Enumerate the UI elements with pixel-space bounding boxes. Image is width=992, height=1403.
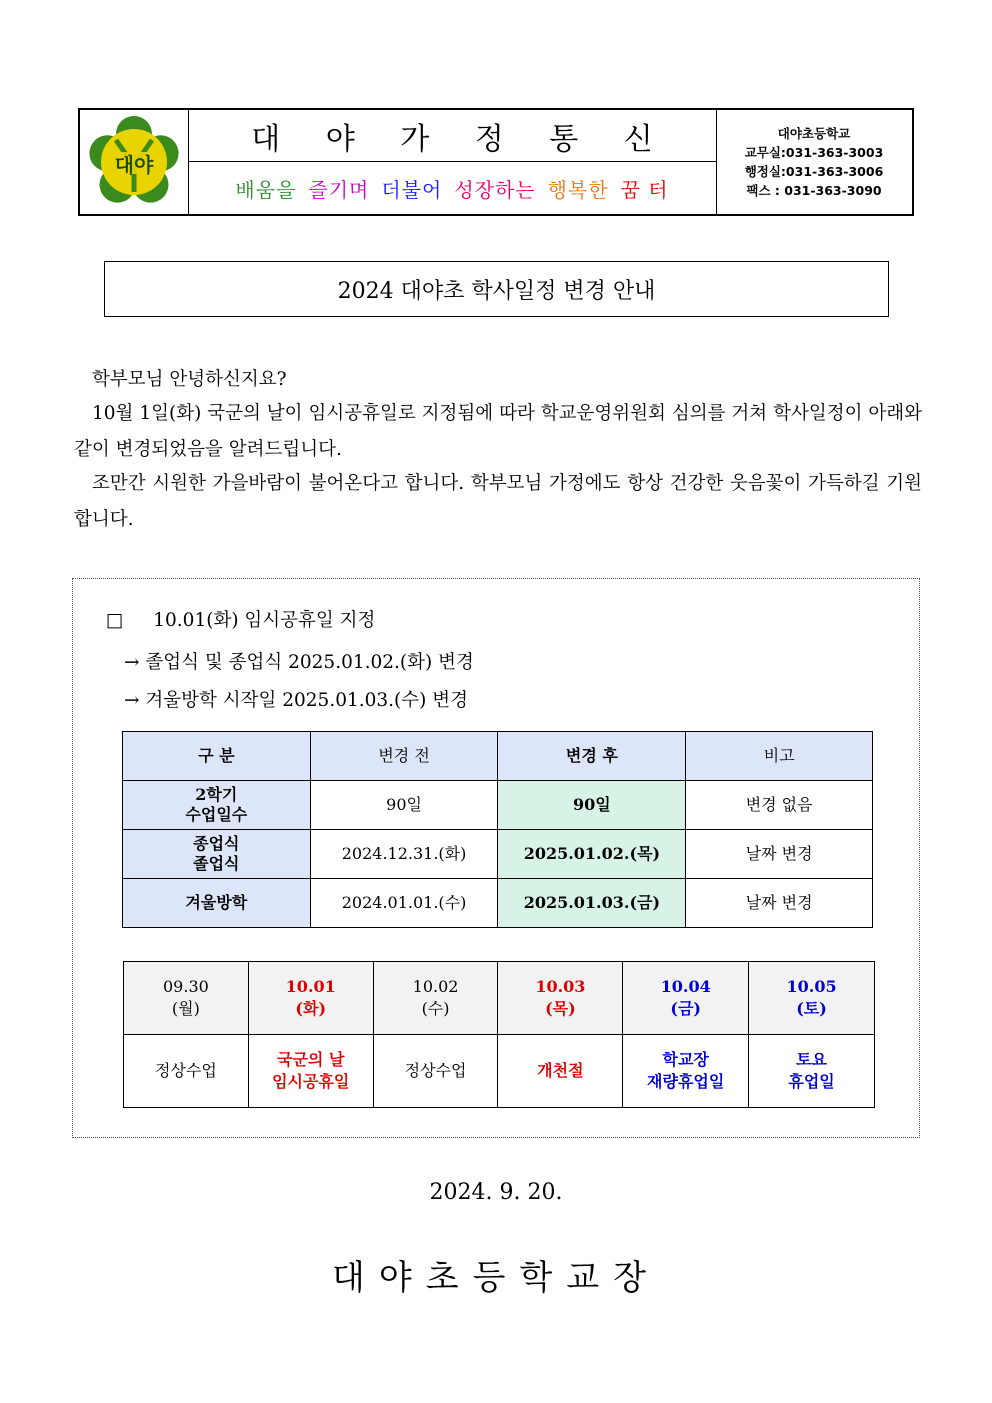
notice-item-1: → 졸업식 및 종업식 2025.01.02.(화) 변경 <box>124 652 474 673</box>
change-table-header-cell: 변경 전 <box>310 732 498 781</box>
motto-word: 즐기며 <box>308 177 370 202</box>
paragraph-1: 10월 1일(화) 국군의 날이 임시공휴일로 지정됨에 따라 학교운영위원회 심의를 거쳐 학사일정이 아래와 같이 변경되었음을 알려드립니다. <box>74 403 922 460</box>
calendar-date: 10.04 <box>660 977 711 996</box>
motto-word: 성장하는 <box>454 177 536 202</box>
calendar-event-row <box>124 1035 875 1108</box>
logo-text: 대야 <box>114 153 154 177</box>
calendar-date: 09.30 <box>163 977 209 996</box>
row-label-cell: 종업식 졸업식 <box>123 830 311 879</box>
notice-heading-line <box>106 606 375 632</box>
calendar-weekday: (금) <box>670 999 701 1018</box>
note-cell: 날짜 변경 <box>686 830 873 879</box>
calendar-date-cell <box>124 962 249 1035</box>
calendar-weekday: (토) <box>796 999 827 1018</box>
calendar-date-cell <box>373 962 498 1035</box>
calendar-date-cell <box>498 962 623 1035</box>
change-table-header-cell: 변경 후 <box>498 732 686 781</box>
after-cell: 2025.01.02.(목) <box>498 830 686 879</box>
contact-info <box>716 110 912 214</box>
document-title: 2024 대야초 학사일정 변경 안내 <box>104 261 889 317</box>
phone-admin: 행정실:031-363-3006 <box>744 164 884 179</box>
checkbox-icon: □ <box>106 610 124 631</box>
change-table <box>122 731 873 928</box>
calendar-weekday: (수) <box>421 999 450 1018</box>
motto-word: 행복한 <box>547 177 609 202</box>
calendar-date-cell <box>749 962 875 1035</box>
calendar-event-cell: 학교장 재량휴업일 <box>623 1035 749 1108</box>
calendar-date: 10.01 <box>285 977 336 996</box>
after-cell: 90일 <box>498 781 686 830</box>
fax-number: 팩스 : 031-363-3090 <box>746 183 882 198</box>
note-cell: 날짜 변경 <box>686 879 873 928</box>
school-motto <box>188 162 716 214</box>
calendar-date: 10.05 <box>786 977 837 996</box>
row-label-cell: 겨울방학 <box>123 879 311 928</box>
calendar-date-row <box>124 962 875 1035</box>
motto-word: 배움을 <box>235 177 297 202</box>
note-cell: 변경 없음 <box>686 781 873 830</box>
notice-heading: 10.01(화) 임시공휴일 지정 <box>153 610 376 631</box>
calendar-weekday: (월) <box>171 999 200 1018</box>
letterhead <box>78 108 914 216</box>
calendar-date: 10.03 <box>535 977 586 996</box>
issue-date: 2024. 9. 20. <box>429 1180 563 1205</box>
paragraph-2: 조만간 시원한 가을바람이 불어온다고 합니다. 학부모님 가정에도 항상 건강한 웃음꽃이 가득하길 기원합니다. <box>74 473 922 530</box>
before-cell: 2024.01.01.(수) <box>310 879 498 928</box>
signer: 대야초등학교장 <box>332 1258 660 1298</box>
change-table-header-row <box>123 732 873 781</box>
calendar-table <box>123 961 875 1108</box>
calendar-event-cell: 정상수업 <box>124 1035 249 1108</box>
newsletter-title-box <box>188 110 716 162</box>
after-cell: 2025.01.03.(금) <box>498 879 686 928</box>
calendar-date: 10.02 <box>412 977 459 996</box>
table-row <box>123 879 873 928</box>
school-name: 대야초등학교 <box>777 126 851 141</box>
calendar-event-cell: 개천절 <box>498 1035 623 1108</box>
title-cell <box>188 110 717 214</box>
before-cell: 90일 <box>310 781 498 830</box>
calendar-date-cell <box>623 962 749 1035</box>
change-table-header-cell: 비고 <box>686 732 873 781</box>
notice-item-2: → 겨울방학 시작일 2025.01.03.(수) 변경 <box>124 690 468 711</box>
motto-word: 꿈 터 <box>620 177 669 202</box>
before-cell: 2024.12.31.(화) <box>310 830 498 879</box>
calendar-weekday: (화) <box>295 999 327 1018</box>
logo-cell <box>80 110 189 214</box>
change-table-header-cell: 구 분 <box>123 732 311 781</box>
calendar-date-cell <box>248 962 373 1035</box>
calendar-event-cell: 국군의 날 임시공휴일 <box>248 1035 373 1108</box>
calendar-weekday: (목) <box>545 999 576 1018</box>
calendar-event-cell: 토요 휴업일 <box>749 1035 875 1108</box>
motto-word: 더불어 <box>381 177 443 202</box>
greeting: 학부모님 안녕하신지요? <box>92 369 287 390</box>
school-logo-icon <box>80 110 188 214</box>
table-row <box>123 781 873 830</box>
calendar-event-cell: 정상수업 <box>373 1035 498 1108</box>
row-label-cell: 2학기 수업일수 <box>123 781 311 830</box>
phone-office: 교무실:031-363-3003 <box>744 145 884 160</box>
newsletter-title: 대 야 가 정 통 신 <box>251 121 671 157</box>
table-row <box>123 830 873 879</box>
